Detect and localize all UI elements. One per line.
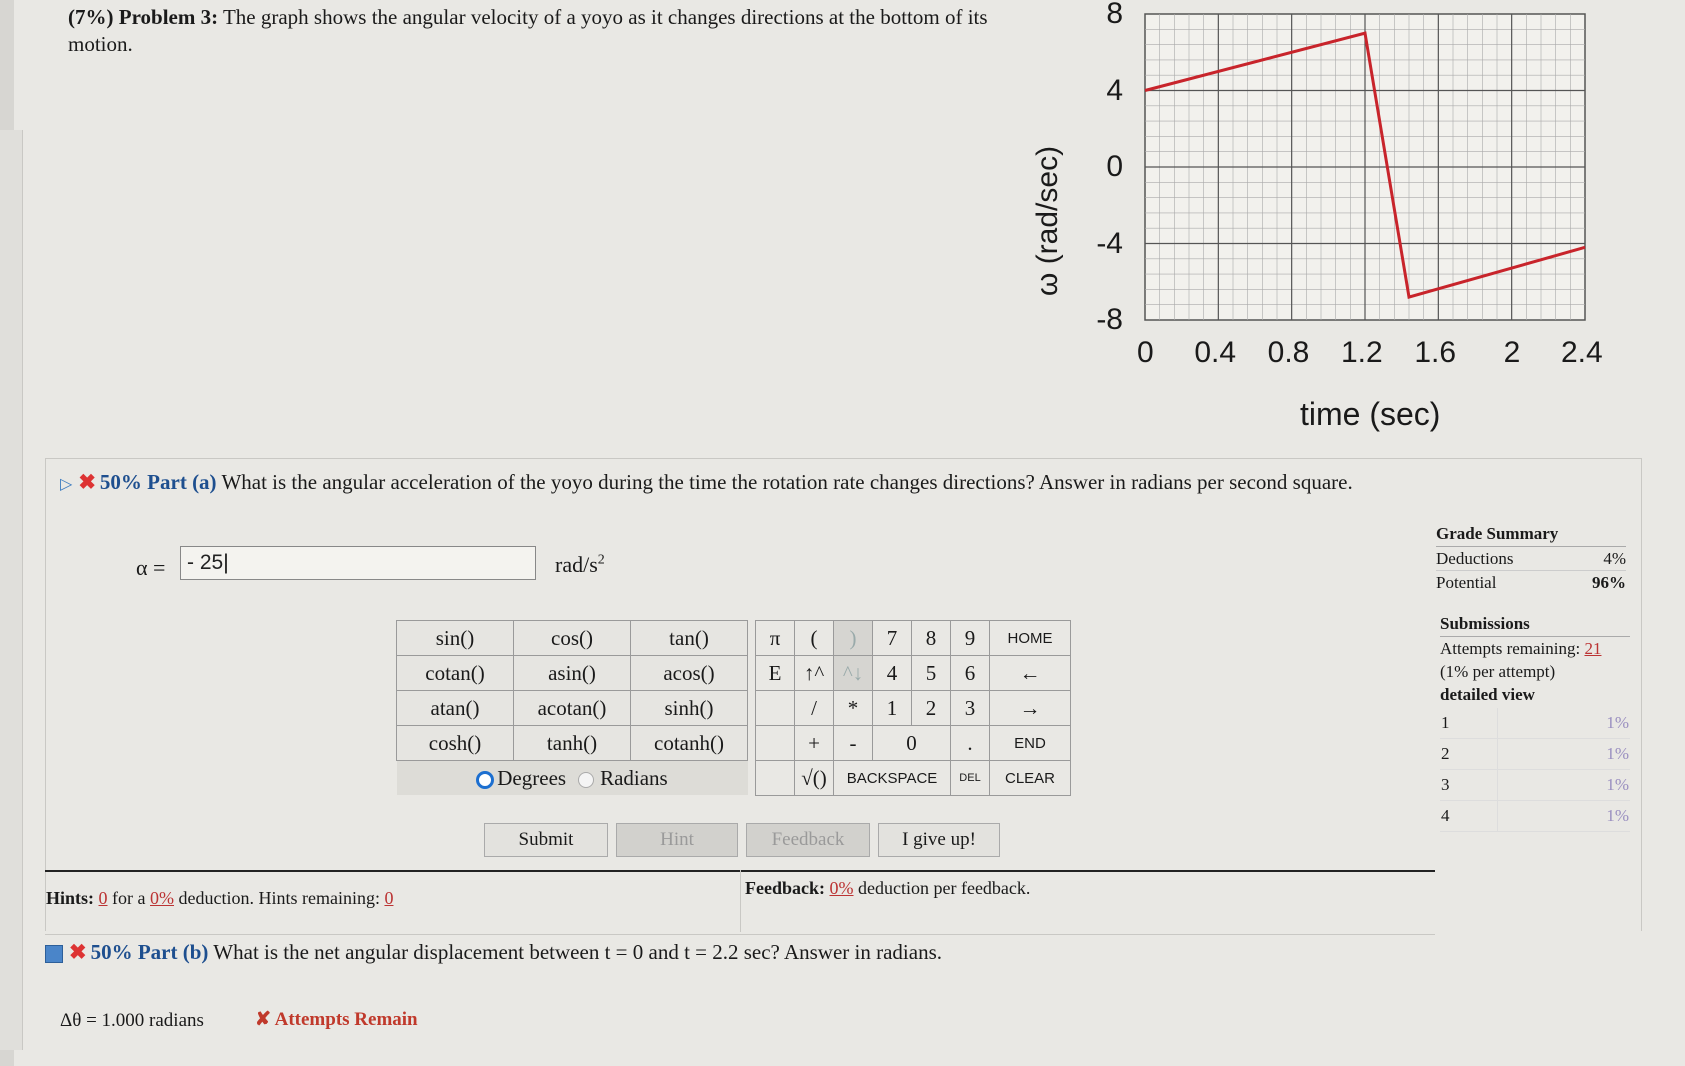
x-tick-label: 1.6 (1414, 336, 1457, 369)
key-clear[interactable]: CLEAR (990, 761, 1071, 796)
key-right-arrow[interactable]: → (990, 691, 1071, 726)
x-tick-label: 0.4 (1194, 336, 1237, 369)
key-1[interactable]: 1 (873, 691, 912, 726)
key-6[interactable]: 6 (951, 656, 990, 691)
y-tick-label: 0 (1106, 150, 1123, 183)
radians-radio[interactable] (578, 772, 594, 788)
potential-value: 96% (1592, 573, 1626, 592)
hint-button[interactable]: Hint (616, 823, 738, 857)
key-9[interactable]: 9 (951, 621, 990, 656)
unit-text: rad/s (555, 552, 598, 577)
key-minus[interactable]: - (834, 726, 873, 761)
key-down[interactable]: ^↓ (834, 656, 873, 691)
x-tick-label: 2 (1503, 336, 1521, 369)
row-number: 1 (1440, 708, 1498, 739)
angular-velocity-chart (1050, 0, 1610, 340)
grade-summary-title: Grade Summary (1436, 524, 1626, 547)
key-end[interactable]: END (990, 726, 1071, 761)
hints-info (46, 888, 393, 909)
key-backspace[interactable]: BACKSPACE (834, 761, 951, 796)
degrees-label: Degrees (497, 765, 567, 790)
table-row (1440, 770, 1630, 801)
key-empty (756, 761, 795, 796)
key-acotan[interactable]: acotan() (514, 691, 631, 726)
number-keypad (755, 620, 1071, 796)
divider (740, 870, 741, 932)
key-left-arrow[interactable]: ← (990, 656, 1071, 691)
key-8[interactable]: 8 (912, 621, 951, 656)
sidebar-edge (0, 130, 23, 1050)
chart-y-axis-label: ω (rad/sec) (1031, 145, 1064, 297)
key-up[interactable]: ↑^ (795, 656, 834, 691)
y-tick-label: -8 (1096, 303, 1123, 336)
key-del[interactable]: DEL (951, 761, 990, 796)
y-tick-label: -4 (1096, 226, 1123, 260)
radians-label: Radians (600, 765, 668, 790)
submissions-title: Submissions (1440, 614, 1630, 637)
key-e[interactable]: E (756, 656, 795, 691)
submissions-panel (1440, 614, 1630, 832)
problem-percent: (7%) (68, 5, 114, 29)
key-cotanh[interactable]: cotanh() (631, 726, 748, 761)
incorrect-icon: ✖ (78, 470, 96, 494)
deductions-value: 4% (1603, 549, 1626, 568)
x-tick-label: 0.8 (1267, 336, 1310, 369)
per-attempt-text: (1% per attempt) (1440, 662, 1556, 681)
x-tick-label: 0 (1137, 336, 1154, 369)
part-a-question: What is the angular acceleration of the yoyo during the time the rotation rate changes directions? Answer in radians per second square. (221, 470, 1353, 494)
key-asin[interactable]: asin() (514, 656, 631, 691)
key-multiply[interactable]: * (834, 691, 873, 726)
potential-row (1436, 571, 1626, 594)
detailed-view-link[interactable]: detailed view (1440, 685, 1535, 704)
key-dot[interactable]: . (951, 726, 990, 761)
alpha-label: α = (136, 555, 166, 580)
row-number: 4 (1440, 801, 1498, 832)
expand-triangle-icon[interactable]: ▷ (60, 476, 73, 493)
part-a-heading (60, 470, 1353, 495)
feedback-button[interactable]: Feedback (746, 823, 870, 857)
answer-input[interactable]: - 25| (180, 546, 536, 580)
hints-label: Hints: (46, 888, 95, 908)
degrees-radio[interactable] (476, 771, 494, 789)
y-tick-label: 8 (1106, 0, 1123, 30)
key-sqrt[interactable]: √() (795, 761, 834, 796)
key-cos[interactable]: cos() (514, 621, 631, 656)
feedback-text: deduction per feedback. (858, 878, 1031, 898)
key-tanh[interactable]: tanh() (514, 726, 631, 761)
row-number: 2 (1440, 739, 1498, 770)
key-tan[interactable]: tan() (631, 621, 748, 656)
feedback-label: Feedback: (745, 878, 825, 898)
give-up-button[interactable]: I give up! (878, 823, 1000, 857)
chart-x-axis-label: time (sec) (1300, 396, 1441, 432)
row-percent: 1% (1498, 801, 1630, 832)
part-b-question: What is the net angular displacement between t = 0 and t = 2.2 sec? Answer in radians. (213, 940, 943, 964)
table-row (1440, 801, 1630, 832)
answer-unit (555, 552, 605, 578)
key-5[interactable]: 5 (912, 656, 951, 691)
key-2[interactable]: 2 (912, 691, 951, 726)
incorrect-icon: ✖ (69, 940, 87, 964)
table-row (1440, 708, 1630, 739)
hints-for-a: for a (112, 888, 146, 908)
key-7[interactable]: 7 (873, 621, 912, 656)
key-lparen[interactable]: ( (795, 621, 834, 656)
table-row (1440, 739, 1630, 770)
part-a-label: Part (a) (147, 470, 217, 494)
key-plus[interactable]: + (795, 726, 834, 761)
deductions-row (1436, 547, 1626, 571)
row-percent: 1% (1498, 708, 1630, 739)
problem-statement (68, 4, 988, 58)
row-number: 3 (1440, 770, 1498, 801)
part-b-answer: Δθ = 1.000 radians (60, 1010, 204, 1031)
submit-button[interactable]: Submit (484, 823, 608, 857)
y-tick-label: 4 (1106, 73, 1123, 107)
problem-label: Problem 3: (118, 5, 219, 29)
key-home[interactable]: HOME (990, 621, 1071, 656)
part-b-heading (45, 940, 942, 965)
row-percent: 1% (1498, 739, 1630, 770)
key-sinh[interactable]: sinh() (631, 691, 748, 726)
x-tick-label: 1.2 (1341, 336, 1383, 369)
grade-summary (1436, 524, 1626, 594)
problem-text: The graph shows the angular velocity of a yoyo as it changes directions at the bottom of its motion. (68, 5, 988, 56)
key-divide[interactable]: / (795, 691, 834, 726)
key-atan[interactable]: atan() (397, 691, 514, 726)
unit-exponent: 2 (597, 552, 605, 568)
row-percent: 1% (1498, 770, 1630, 801)
hints-count: 0 (98, 888, 108, 908)
key-rparen[interactable]: ) (834, 621, 873, 656)
key-acos[interactable]: acos() (631, 656, 748, 691)
feedback-info (745, 878, 1030, 899)
attempts-count: 21 (1584, 639, 1602, 658)
hints-remaining: 0 (384, 888, 394, 908)
deductions-label: Deductions (1436, 549, 1514, 568)
part-a-percent: 50% (99, 470, 142, 494)
key-0[interactable]: 0 (873, 726, 951, 761)
key-3[interactable]: 3 (951, 691, 990, 726)
collapse-icon[interactable] (45, 945, 63, 963)
key-cosh[interactable]: cosh() (397, 726, 514, 761)
key-pi[interactable]: π (756, 621, 795, 656)
attempts-label: Attempts remaining: (1440, 639, 1581, 658)
submissions-table (1440, 708, 1630, 832)
part-b-status: ✘ Attempts Remain (255, 1009, 418, 1030)
answer-value: - 25 (187, 551, 224, 574)
function-keypad (396, 620, 748, 795)
hints-deduction-text: deduction. Hints remaining: (178, 888, 380, 908)
part-b-percent: 50% (90, 940, 133, 964)
feedback-pct: 0% (829, 878, 854, 898)
key-empty (756, 726, 795, 761)
key-cotan[interactable]: cotan() (397, 656, 514, 691)
key-sin[interactable]: sin() (397, 621, 514, 656)
part-b-label: Part (b) (137, 940, 209, 964)
angle-mode-row (397, 761, 748, 796)
attempts-line (1440, 637, 1630, 660)
key-empty (756, 691, 795, 726)
potential-label: Potential (1436, 573, 1497, 592)
key-4[interactable]: 4 (873, 656, 912, 691)
hints-pct: 0% (150, 888, 174, 908)
x-tick-label: 2.4 (1561, 336, 1603, 369)
